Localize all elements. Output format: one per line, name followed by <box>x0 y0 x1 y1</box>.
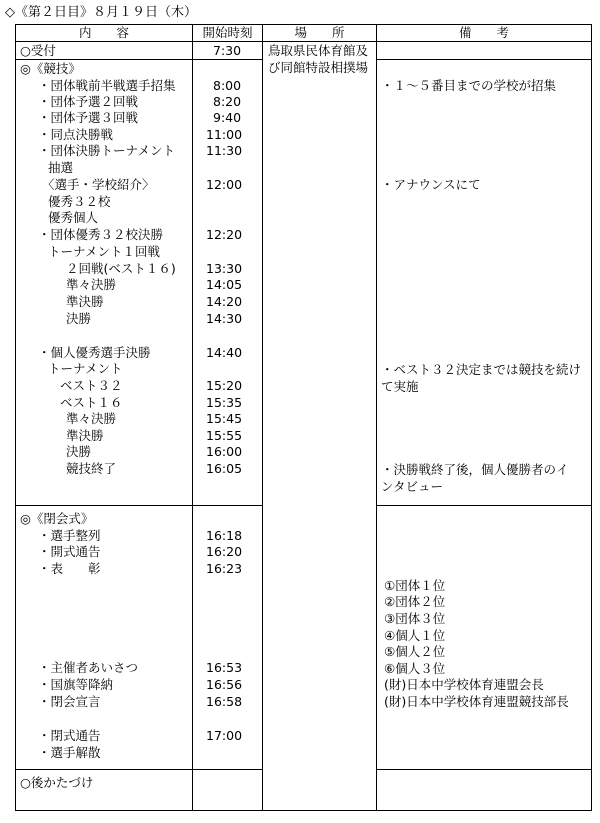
award-item: ⑥個人３位 <box>384 661 446 676</box>
schedule-item: ベスト３２ <box>60 378 123 393</box>
schedule-item: トーナメント１回戦 <box>48 244 161 259</box>
schedule-time: 17:00 <box>206 728 243 743</box>
schedule-item: 準決勝 <box>66 428 104 443</box>
schedule-item: ２回戦(ベスト１６) <box>66 261 176 276</box>
page-title: ◇《第２日目》８月１９日（木） <box>5 5 197 20</box>
schedule-item: ・開式通告 <box>38 544 101 559</box>
schedule-item: 準々決勝 <box>66 277 117 292</box>
remark-text: ・アナウンスにて <box>381 177 481 192</box>
award-item: ③団体３位 <box>384 611 446 626</box>
header-place: 場 所 <box>294 25 345 40</box>
closing-heading: ◎《閉会式》 <box>20 511 94 526</box>
schedule-time: 16:23 <box>206 561 243 576</box>
schedule-time: 11:00 <box>206 127 243 142</box>
schedule-item: 決勝 <box>66 444 92 459</box>
venue-text: 鳥取県民体育館及び同館特設相撲場 <box>268 43 369 75</box>
schedule-item: 準決勝 <box>66 294 104 309</box>
schedule-time: 13:30 <box>206 261 243 276</box>
schedule-time: 8:00 <box>213 78 242 93</box>
schedule-item: ベスト１６ <box>60 395 123 410</box>
schedule-time: 16:05 <box>206 461 243 476</box>
schedule-item: 抽選 <box>48 160 74 175</box>
schedule-time: 16:00 <box>206 444 243 459</box>
schedule-item: ・団体予選３回戦 <box>38 110 139 125</box>
schedule-time: 8:20 <box>213 94 242 109</box>
schedule-item: ・同点決勝戦 <box>38 127 114 142</box>
schedule-item: ・団体決勝トーナメント <box>38 143 176 158</box>
award-item: ⑤個人２位 <box>384 644 446 659</box>
schedule-time: 15:35 <box>206 395 243 410</box>
remark-text: (財)日本中学校体育連盟会長 <box>384 677 544 692</box>
schedule-item: 決勝 <box>66 311 92 326</box>
schedule-item: ・団体優秀３２校決勝 <box>38 227 164 242</box>
schedule-item: ・閉式通告 <box>38 728 101 743</box>
schedule-item: 準々決勝 <box>66 411 117 426</box>
schedule-time: 15:55 <box>206 428 243 443</box>
header-content: 内 容 <box>78 25 129 40</box>
schedule-item: 優秀個人 <box>48 210 99 225</box>
schedule-time: 14:40 <box>206 345 243 360</box>
schedule-item: 競技終了 <box>66 461 117 476</box>
award-item: ②団体２位 <box>384 594 446 609</box>
schedule-time: 14:05 <box>206 277 243 292</box>
reception-time: 7:30 <box>213 43 242 58</box>
schedule-time: 16:20 <box>206 544 243 559</box>
schedule-item: ・個人優秀選手決勝 <box>38 345 151 360</box>
award-item: ④個人１位 <box>384 628 446 643</box>
schedule-item: ・選手解散 <box>38 745 101 760</box>
schedule-time: 11:30 <box>206 143 243 158</box>
schedule-time: 9:40 <box>213 110 242 125</box>
schedule-time: 16:18 <box>206 528 243 543</box>
schedule-time: 14:20 <box>206 294 243 309</box>
remark-text: ・１～５番目までの学校が招集 <box>381 78 557 93</box>
remark-text: ・決勝戦終了後，個人優勝者のインタビュー <box>381 462 569 494</box>
schedule-item: ・団体戦前半戦選手招集 <box>38 78 176 93</box>
header-remarks: 備 考 <box>458 25 509 40</box>
schedule-time: 15:20 <box>206 378 243 393</box>
schedule-item: トーナメント <box>48 361 123 376</box>
schedule-time: 12:20 <box>206 227 243 242</box>
schedule-time: 16:56 <box>206 677 243 692</box>
schedule-item: ・選手整列 <box>38 528 101 543</box>
schedule-item: ・閉会宣言 <box>38 694 101 709</box>
schedule-time: 12:00 <box>206 177 243 192</box>
schedule-item: 優秀３２校 <box>48 194 111 209</box>
schedule-item: ・団体予選２回戦 <box>38 94 139 109</box>
cleanup-label: ○後かたづけ <box>20 775 94 790</box>
schedule-item: 〈選手・学校紹介〉 <box>42 177 155 192</box>
schedule-time: 16:58 <box>206 694 243 709</box>
reception-label: ○受付 <box>20 43 56 58</box>
schedule-time: 16:53 <box>206 660 243 675</box>
award-item: ①団体１位 <box>384 578 446 593</box>
remark-text: ・ベスト３２決定までは競技を続けて実施 <box>381 362 582 394</box>
header-start-time: 開始時刻 <box>202 25 253 40</box>
schedule-item: ・主催者あいさつ <box>38 660 139 675</box>
schedule-time: 15:45 <box>206 411 243 426</box>
competition-heading: ◎《競技》 <box>20 61 81 76</box>
schedule-item: ・表 彰 <box>38 561 101 576</box>
schedule-item: ・国旗等降納 <box>38 677 114 692</box>
schedule-time: 14:30 <box>206 311 243 326</box>
remark-text: (財)日本中学校体育連盟競技部長 <box>384 694 569 709</box>
